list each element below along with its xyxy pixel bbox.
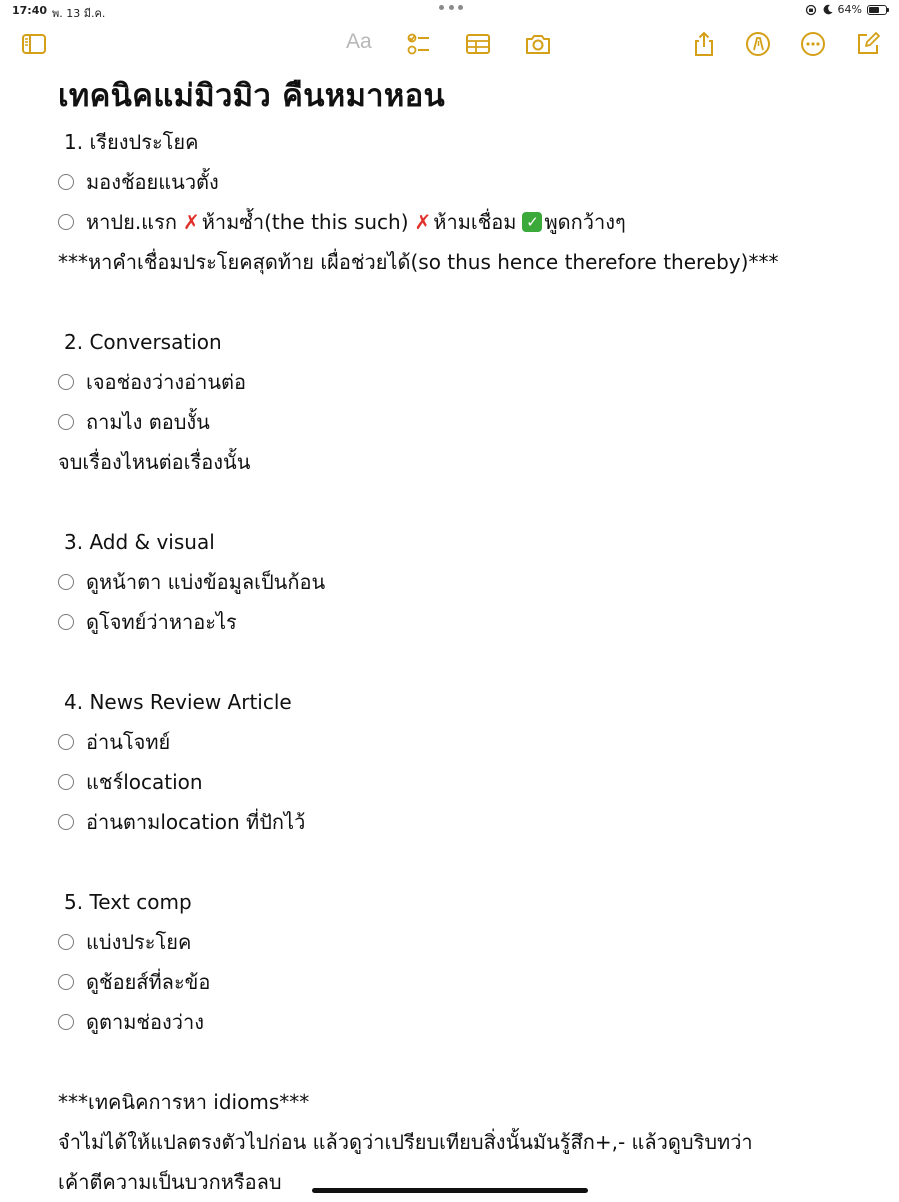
share-button[interactable] bbox=[688, 28, 720, 60]
checkbox[interactable] bbox=[58, 374, 74, 390]
screen-rotation-lock-icon bbox=[804, 4, 818, 16]
checklist-item[interactable] bbox=[58, 762, 858, 802]
checkbox[interactable] bbox=[58, 734, 74, 750]
sidebar-icon bbox=[20, 30, 48, 58]
checkbox[interactable] bbox=[58, 934, 74, 950]
checklist-item-text: เจอช่องว่างอ่านต่อ bbox=[86, 370, 247, 394]
checklist-item[interactable] bbox=[58, 202, 858, 242]
format-button[interactable]: Aa bbox=[346, 30, 372, 53]
checklist-item[interactable] bbox=[58, 922, 858, 962]
checklist-item[interactable] bbox=[58, 962, 858, 1002]
checklist-icon bbox=[404, 30, 432, 58]
battery-fill bbox=[869, 7, 879, 13]
note-text[interactable]: จำไม่ได้ให้แปลตรงตัวไปก่อน แล้วดูว่าเปรียบเทียบสิ่งนั้นมันรู้สึก+,- แล้วดูบริบทว่า bbox=[58, 1130, 753, 1154]
checklist-item-text: ดูหน้าตา แบ่งข้อมูลเป็นก้อน bbox=[86, 570, 326, 594]
share-icon bbox=[690, 30, 718, 58]
note-text[interactable]: จบเรื่องไหนต่อเรื่องนั้น bbox=[58, 450, 251, 474]
checklist-item-text: อ่านโจทย์ bbox=[86, 730, 171, 754]
home-indicator[interactable] bbox=[312, 1188, 588, 1193]
section-heading[interactable]: 3. Add & visual bbox=[64, 530, 215, 554]
checklist-item[interactable] bbox=[58, 402, 858, 442]
checklist-item-text: มองช้อยแนวตั้ง bbox=[86, 170, 219, 194]
blank-line[interactable] bbox=[58, 842, 858, 882]
cross-mark-icon: ✗ bbox=[182, 210, 200, 234]
checkbox[interactable] bbox=[58, 414, 74, 430]
blank-line[interactable] bbox=[58, 642, 858, 682]
checklist-item-text: อ่านตามlocation ที่ปักไว้ bbox=[86, 810, 306, 834]
checklist-item-text: ดูช้อยส์ที่ละข้อ bbox=[86, 970, 211, 994]
checkbox[interactable] bbox=[58, 574, 74, 590]
status-bar bbox=[0, 0, 899, 22]
table-icon bbox=[464, 30, 492, 58]
checkbox[interactable] bbox=[58, 814, 74, 830]
battery-icon bbox=[867, 5, 887, 15]
checklist-item[interactable] bbox=[58, 602, 858, 642]
markup-button[interactable] bbox=[742, 28, 774, 60]
checkbox[interactable] bbox=[58, 1014, 74, 1030]
markup-icon bbox=[744, 30, 772, 58]
blank-line[interactable] bbox=[58, 282, 858, 322]
checklist-item-text: หาปย.แรก bbox=[86, 210, 177, 234]
notes-toolbar bbox=[0, 24, 899, 64]
sidebar-toggle-button[interactable] bbox=[18, 28, 50, 60]
moon-icon bbox=[823, 4, 833, 15]
camera-icon bbox=[524, 30, 552, 58]
multitasking-dots-icon[interactable] bbox=[439, 5, 463, 11]
note-text[interactable]: เค้าตีความเป็นบวกหรือลบ bbox=[58, 1170, 282, 1194]
camera-button[interactable] bbox=[522, 28, 554, 60]
status-date: พ. 13 มี.ค. bbox=[52, 7, 106, 20]
note-title[interactable]: เทคนิคแม่มิวมิว คืนหมาหอน bbox=[58, 78, 446, 114]
blank-line[interactable] bbox=[58, 482, 858, 522]
checklist-item[interactable] bbox=[58, 1002, 858, 1042]
note-text[interactable]: ***หาคำเชื่อมประโยคสุดท้าย เผื่อช่วยได้(so thus hence therefore thereby)*** bbox=[58, 250, 779, 274]
checklist-item-text: แชร์location bbox=[86, 770, 203, 794]
checklist-item-text: ถามไง ตอบงั้น bbox=[86, 410, 210, 434]
checklist-item-text: พูดกว้างๆ bbox=[544, 210, 626, 234]
idioms-title[interactable]: ***เทคนิคการหา idioms*** bbox=[58, 1090, 310, 1114]
section-heading[interactable]: 5. Text comp bbox=[64, 890, 192, 914]
blank-line[interactable] bbox=[58, 1042, 858, 1082]
note-body[interactable] bbox=[58, 70, 858, 1202]
checklist-item-text: ห้ามเชื่อม bbox=[433, 210, 517, 234]
cross-mark-icon: ✗ bbox=[414, 210, 432, 234]
section-heading[interactable]: 2. Conversation bbox=[64, 330, 222, 354]
checklist-item[interactable] bbox=[58, 802, 858, 842]
checklist-item[interactable] bbox=[58, 722, 858, 762]
checklist-item-text: ห้ามซ้ำ(the this such) bbox=[201, 210, 409, 234]
checkbox[interactable] bbox=[58, 614, 74, 630]
more-icon bbox=[799, 30, 827, 58]
checklist-item[interactable] bbox=[58, 362, 858, 402]
checklist-item-text: ดูโจทย์ว่าหาอะไร bbox=[86, 610, 237, 634]
checkbox[interactable] bbox=[58, 774, 74, 790]
checkbox[interactable] bbox=[58, 974, 74, 990]
table-button[interactable] bbox=[462, 28, 494, 60]
battery-percent: 64% bbox=[837, 3, 862, 16]
status-time: 17:40 bbox=[12, 4, 48, 17]
section-heading[interactable]: 4. News Review Article bbox=[64, 690, 292, 714]
compose-icon bbox=[854, 30, 882, 58]
checklist-item-text: แบ่งประโยค bbox=[86, 930, 192, 954]
checklist-item[interactable] bbox=[58, 162, 858, 202]
checklist-item[interactable] bbox=[58, 562, 858, 602]
more-button[interactable] bbox=[797, 28, 829, 60]
status-indicators bbox=[804, 3, 887, 16]
check-mark-icon: ✓ bbox=[522, 212, 542, 232]
checklist-item-text: ดูตามช่องว่าง bbox=[86, 1010, 204, 1034]
section-heading[interactable]: 1. เรียงประโยค bbox=[64, 130, 199, 154]
checkbox[interactable] bbox=[58, 214, 74, 230]
compose-button[interactable] bbox=[852, 28, 884, 60]
checkbox[interactable] bbox=[58, 174, 74, 190]
checklist-button[interactable] bbox=[402, 28, 434, 60]
